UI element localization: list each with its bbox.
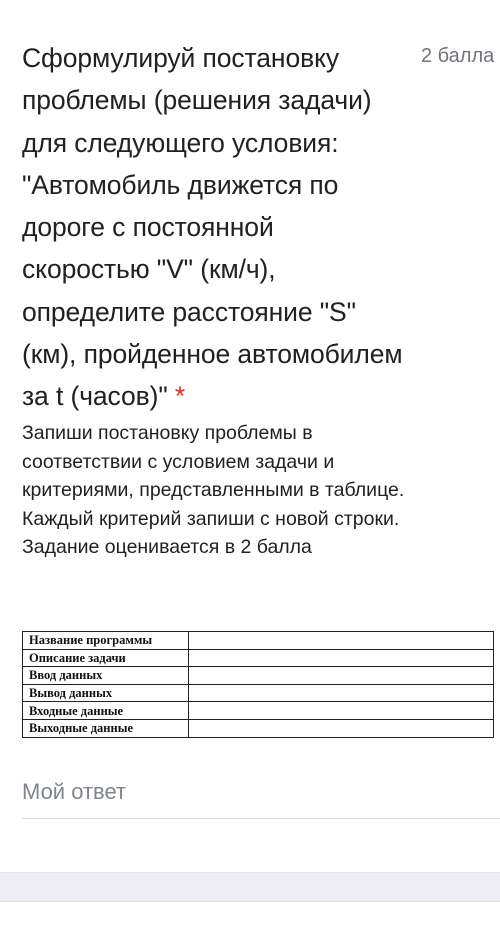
table-row — [23, 684, 494, 702]
criterion-label: Вывод данных — [23, 684, 189, 702]
required-asterisk: * — [174, 381, 186, 412]
criterion-value-cell — [189, 667, 494, 685]
points-label: 2 балла — [421, 45, 495, 67]
criterion-label: Название программы — [23, 632, 189, 650]
question-title — [22, 37, 407, 418]
criteria-table-image — [22, 631, 494, 738]
table-row — [23, 649, 494, 667]
question-title-text: Сформулируй постановку проблемы (решения задачи) для следующего условия: "Автомобиль движется по дороге с постоянной скоростью "V" (км/ч), определите расстояние "S" (км), пройденное автомобилем за t (часов)" — [22, 43, 403, 412]
table-row — [23, 719, 494, 737]
criterion-value-cell — [189, 684, 494, 702]
criterion-label: Описание задачи — [23, 649, 189, 667]
table-row — [23, 632, 494, 650]
criterion-label: Ввод данных — [23, 667, 189, 685]
table-row — [23, 702, 494, 720]
criterion-value-cell — [189, 719, 494, 737]
question-description: Запиши постановку проблемы в соответствии с условием задачи и критериями, представленными в таблице. Каждый критерий запиши с новой строки. Задание оценивается в 2 балла — [22, 422, 405, 558]
criterion-label: Входные данные — [23, 702, 189, 720]
table-row — [23, 667, 494, 685]
criterion-label: Выходные данные — [23, 719, 189, 737]
criterion-value-cell — [189, 702, 494, 720]
answer-input[interactable]: Мой ответ — [22, 779, 127, 804]
form-background-band — [0, 872, 500, 902]
criterion-value-cell — [189, 632, 494, 650]
criterion-value-cell — [189, 649, 494, 667]
answer-input-underline — [22, 818, 500, 819]
